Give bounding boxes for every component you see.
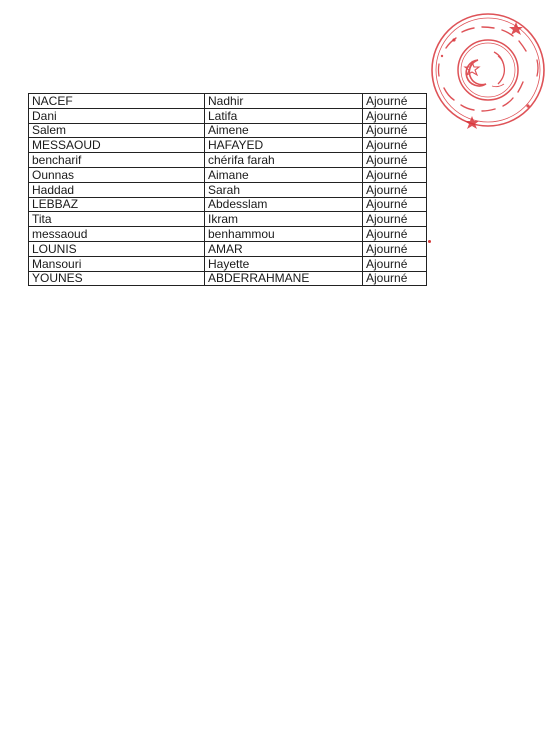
- first-name-cell: chérifa farah: [205, 153, 363, 168]
- first-name-cell: Hayette: [205, 256, 363, 271]
- table-row: [29, 271, 427, 286]
- results-table-body: [29, 94, 427, 286]
- last-name-cell: YOUNES: [29, 271, 205, 286]
- first-name-cell: Nadhir: [205, 94, 363, 109]
- status-cell: Ajourné: [363, 227, 427, 242]
- last-name-cell: bencharif: [29, 153, 205, 168]
- first-name-cell: benhammou: [205, 227, 363, 242]
- last-name-cell: Mansouri: [29, 256, 205, 271]
- status-cell: Ajourné: [363, 108, 427, 123]
- table-row: [29, 197, 427, 212]
- last-name-cell: Ounnas: [29, 167, 205, 182]
- status-cell: Ajourné: [363, 241, 427, 256]
- status-cell: Ajourné: [363, 167, 427, 182]
- stamp-ink-speck: [428, 240, 431, 243]
- last-name-cell: Salem: [29, 123, 205, 138]
- first-name-cell: AMAR: [205, 241, 363, 256]
- first-name-cell: Abdesslam: [205, 197, 363, 212]
- first-name-cell: Ikram: [205, 212, 363, 227]
- official-seal-icon: [424, 8, 548, 132]
- last-name-cell: Haddad: [29, 182, 205, 197]
- first-name-cell: Latifa: [205, 108, 363, 123]
- table-row: [29, 94, 427, 109]
- table-row: [29, 138, 427, 153]
- table-row: [29, 241, 427, 256]
- status-cell: Ajourné: [363, 94, 427, 109]
- status-cell: Ajourné: [363, 256, 427, 271]
- last-name-cell: LEBBAZ: [29, 197, 205, 212]
- first-name-cell: Aimane: [205, 167, 363, 182]
- status-cell: Ajourné: [363, 138, 427, 153]
- status-cell: Ajourné: [363, 212, 427, 227]
- results-table: [28, 93, 427, 286]
- last-name-cell: messaoud: [29, 227, 205, 242]
- table-row: [29, 153, 427, 168]
- last-name-cell: MESSAOUD: [29, 138, 205, 153]
- status-cell: Ajourné: [363, 197, 427, 212]
- table-row: [29, 227, 427, 242]
- table-row: [29, 167, 427, 182]
- last-name-cell: LOUNIS: [29, 241, 205, 256]
- status-cell: Ajourné: [363, 123, 427, 138]
- last-name-cell: Tita: [29, 212, 205, 227]
- status-cell: Ajourné: [363, 182, 427, 197]
- table-row: [29, 212, 427, 227]
- status-cell: Ajourné: [363, 153, 427, 168]
- last-name-cell: NACEF: [29, 94, 205, 109]
- first-name-cell: Aimene: [205, 123, 363, 138]
- status-cell: Ajourné: [363, 271, 427, 286]
- first-name-cell: HAFAYED: [205, 138, 363, 153]
- table-row: [29, 182, 427, 197]
- table-row: [29, 108, 427, 123]
- first-name-cell: ABDERRAHMANE: [205, 271, 363, 286]
- first-name-cell: Sarah: [205, 182, 363, 197]
- table-row: [29, 123, 427, 138]
- table-row: [29, 256, 427, 271]
- last-name-cell: Dani: [29, 108, 205, 123]
